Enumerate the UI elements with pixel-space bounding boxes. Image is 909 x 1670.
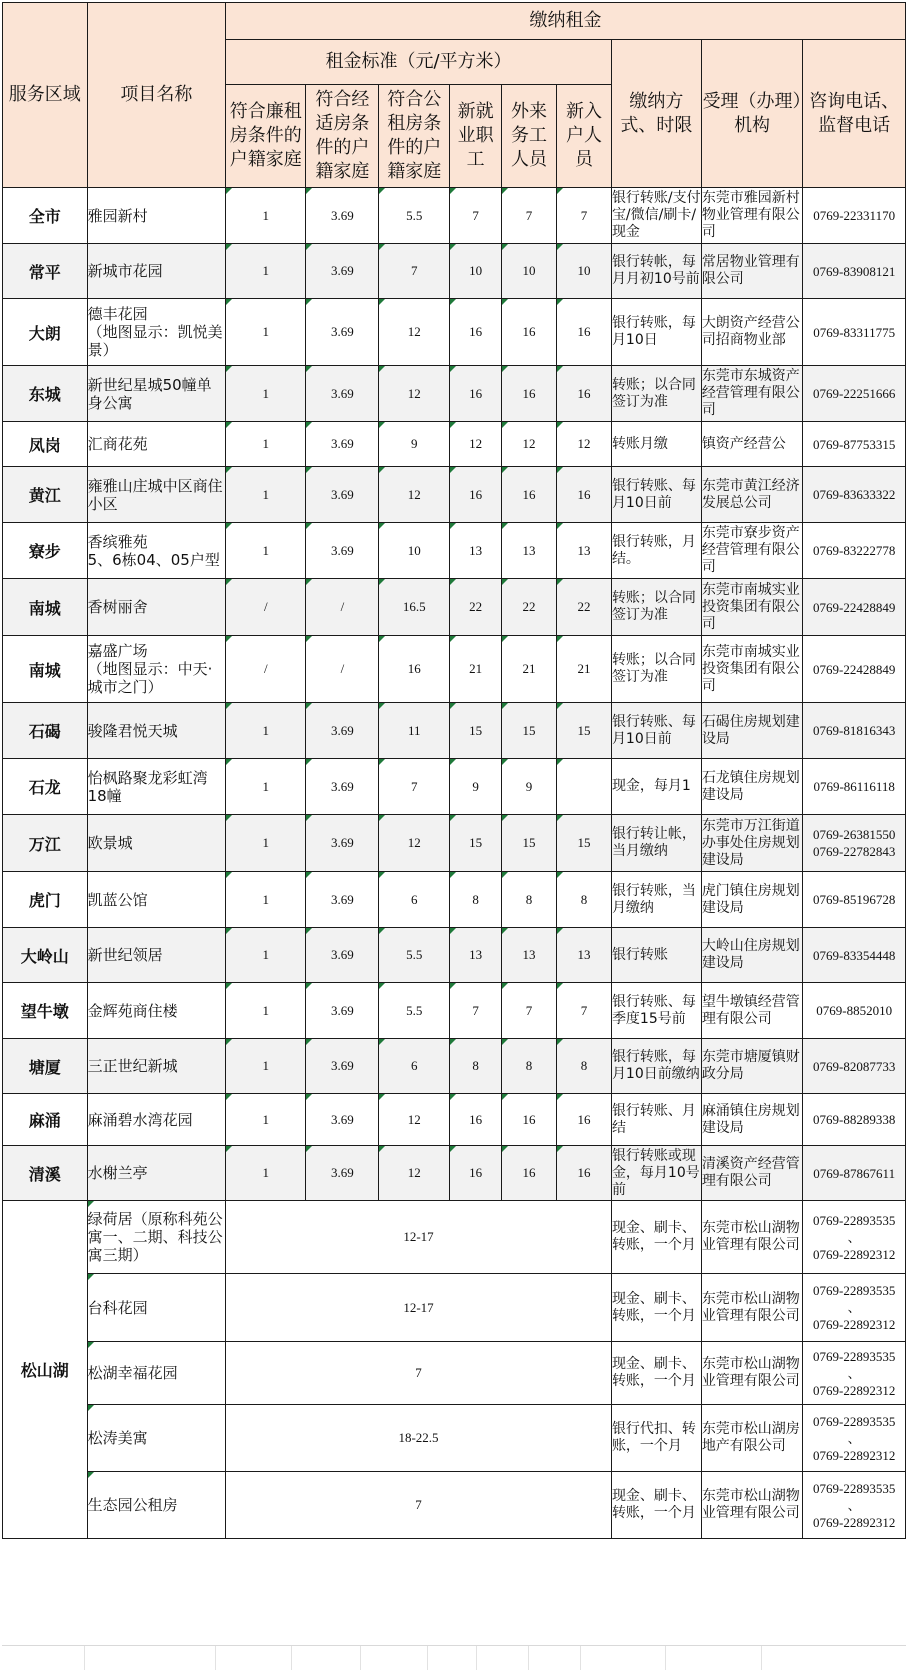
rent-migrant-cell: 8 [502,872,557,928]
rent-gongzu-cell: 5.5 [379,188,450,244]
rent-jingshi-cell: 3.69 [306,422,379,467]
rent-lianzu-cell: 1 [226,244,306,299]
phone-cell: 0769-83222778 [803,523,906,579]
rent-lianzu-cell: 1 [226,422,306,467]
project-name-cell: 新世纪领居 [87,928,226,983]
header-service-area: 服务区域 [3,3,88,188]
rent-gongzu-cell: 12 [379,1094,450,1146]
rent-new-resident-cell: 13 [556,523,611,579]
rent-lianzu-cell: 1 [226,467,306,523]
payment-method-cell: 银行转账或现金，每月10号前 [611,1146,701,1201]
project-name-cell: 嘉盛广场 （地图显示：中天·城市之门） [87,636,226,703]
agency-cell: 东莞市松山湖物业管理有限公司 [701,1472,803,1539]
rent-new-employee-cell: 15 [450,815,502,872]
table-body [3,188,906,1201]
header-jingshi: 符合经适房条件的户籍家庭 [306,85,379,188]
project-name-cell: 松涛美寓 [87,1405,226,1472]
project-name-cell: 凯蓝公馆 [87,872,226,928]
table-row [3,299,906,366]
rent-range-cell: 12-17 [226,1274,612,1342]
rent-lianzu-cell: 1 [226,1094,306,1146]
project-name-cell: 香缤雅苑 5、6栋04、05户型 [87,523,226,579]
table-row [3,366,906,422]
agency-cell: 东莞市松山湖房地产有限公司 [701,1405,803,1472]
phone-cell: 0769-22893535 、 0769-22892312 [803,1405,906,1472]
payment-method-cell: 银行代扣、转账，一个月 [611,1405,701,1472]
phone-cell: 0769-8852010 [803,983,906,1039]
service-area-cell: 万江 [3,815,88,872]
service-area-cell: 凤岗 [3,422,88,467]
rent-range-cell: 12-17 [226,1201,612,1274]
payment-method-cell: 转账；以合同签订为准 [611,579,701,636]
rent-new-resident-cell: 15 [556,815,611,872]
rent-lianzu-cell: 1 [226,366,306,422]
agency-cell: 石碣住房规划建设局 [701,703,803,759]
payment-method-cell: 银行转让帐，当月缴纳 [611,815,701,872]
project-name-cell: 香树丽舍 [87,579,226,636]
table-row [3,523,906,579]
agency-cell: 大岭山住房规划建设局 [701,928,803,983]
payment-method-cell: 银行转账 [611,928,701,983]
phone-cell: 0769-22428849 [803,579,906,636]
rent-migrant-cell: 16 [502,1146,557,1201]
project-name-cell: 欧景城 [87,815,226,872]
rent-lianzu-cell: 1 [226,523,306,579]
rent-new-resident-cell: 7 [556,188,611,244]
rent-lianzu-cell: 1 [226,703,306,759]
rent-lianzu-cell: 1 [226,1039,306,1094]
agency-cell: 东莞市松山湖物业管理有限公司 [701,1274,803,1342]
rent-new-employee-cell: 21 [450,636,502,703]
rent-jingshi-cell: 3.69 [306,1094,379,1146]
table-row [3,244,906,299]
rent-lianzu-cell: 1 [226,872,306,928]
service-area-cell: 常平 [3,244,88,299]
phone-cell: 0769-82087733 [803,1039,906,1094]
phone-cell: 0769-22428849 [803,636,906,703]
phone-cell: 0769-83354448 [803,928,906,983]
rent-gongzu-cell: 12 [379,366,450,422]
header-lianzu: 符合廉租房条件的户籍家庭 [226,85,306,188]
rent-gongzu-cell: 5.5 [379,983,450,1039]
rent-new-resident-cell: 16 [556,467,611,523]
rent-jingshi-cell: 3.69 [306,983,379,1039]
rent-new-resident-cell: 10 [556,244,611,299]
rent-lianzu-cell: 1 [226,928,306,983]
header-new-employee: 新就业职工 [450,85,502,188]
rent-gongzu-cell: 6 [379,872,450,928]
rent-new-employee-cell: 16 [450,299,502,366]
payment-method-cell: 现金、刷卡、转账，一个月 [611,1274,701,1342]
rent-new-employee-cell: 16 [450,1146,502,1201]
rent-new-resident-cell: 16 [556,299,611,366]
rent-gongzu-cell: 6 [379,1039,450,1094]
table-row [3,1201,906,1274]
rent-new-employee-cell: 13 [450,523,502,579]
project-name-cell: 松湖幸福花园 [87,1342,226,1405]
table-row [3,928,906,983]
header-migrant: 外来务工人员 [502,85,557,188]
table-row [3,1274,906,1342]
rent-lianzu-cell: / [226,636,306,703]
rent-migrant-cell: 16 [502,299,557,366]
payment-method-cell: 银行转账、每月10日前 [611,467,701,523]
rent-new-employee-cell: 7 [450,983,502,1039]
service-area-cell: 松山湖 [3,1201,88,1539]
payment-method-cell: 转账月缴 [611,422,701,467]
rent-new-resident-cell: 13 [556,928,611,983]
rent-new-resident-cell: 8 [556,872,611,928]
service-area-cell: 清溪 [3,1146,88,1201]
songshanhu-block [3,1201,906,1539]
rent-new-employee-cell: 8 [450,1039,502,1094]
project-name-cell: 汇商花苑 [87,422,226,467]
project-name-cell: 新城市花园 [87,244,226,299]
project-name-cell: 三正世纪新城 [87,1039,226,1094]
rent-jingshi-cell: 3.69 [306,872,379,928]
service-area-cell: 大岭山 [3,928,88,983]
project-name-cell: 骏隆君悦天城 [87,703,226,759]
rent-new-resident-cell: 15 [556,703,611,759]
rent-migrant-cell: 13 [502,523,557,579]
rent-migrant-cell: 16 [502,467,557,523]
rent-new-resident-cell: 7 [556,983,611,1039]
service-area-cell: 塘厦 [3,1039,88,1094]
rent-migrant-cell: 8 [502,1039,557,1094]
project-name-cell: 新世纪星城50幢单身公寓 [87,366,226,422]
phone-cell: 0769-22893535 、 0769-22892312 [803,1201,906,1274]
payment-method-cell: 银行转账/支付宝/微信/刷卡/现金 [611,188,701,244]
service-area-cell: 南城 [3,579,88,636]
service-area-cell: 东城 [3,366,88,422]
project-name-cell: 麻涌碧水湾花园 [87,1094,226,1146]
rent-jingshi-cell: 3.69 [306,244,379,299]
payment-method-cell: 银行转账，当月缴纳 [611,872,701,928]
rent-lianzu-cell: 1 [226,299,306,366]
payment-method-cell: 银行转帐，每月月初10号前 [611,244,701,299]
rent-migrant-cell: 15 [502,815,557,872]
agency-cell: 东莞市塘厦镇财政分局 [701,1039,803,1094]
payment-method-cell: 银行转账，每月10日前缴纳 [611,1039,701,1094]
rent-jingshi-cell: 3.69 [306,299,379,366]
rent-gongzu-cell: 12 [379,1146,450,1201]
phone-cell: 0769-22893535 、 0769-22892312 [803,1342,906,1405]
header-new-resident: 新入户人员 [556,85,611,188]
phone-cell: 0769-81816343 [803,703,906,759]
agency-cell: 东莞市松山湖物业管理有限公司 [701,1201,803,1274]
rent-gongzu-cell: 10 [379,523,450,579]
phone-cell: 0769-22331170 [803,188,906,244]
payment-method-cell: 转账；以合同签订为准 [611,366,701,422]
rent-new-employee-cell: 12 [450,422,502,467]
rent-gongzu-cell: 12 [379,299,450,366]
table-row [3,579,906,636]
project-name-cell: 金辉苑商住楼 [87,983,226,1039]
table-row [3,1039,906,1094]
rent-new-employee-cell: 16 [450,467,502,523]
payment-method-cell: 银行转账、每月10日前 [611,703,701,759]
rent-new-resident-cell: 16 [556,1094,611,1146]
rent-lianzu-cell: 1 [226,759,306,815]
agency-cell: 望牛墩镇经营管理有限公司 [701,983,803,1039]
rent-jingshi-cell: 3.69 [306,928,379,983]
rent-jingshi-cell: 3.69 [306,703,379,759]
header-phone: 咨询电话、监督电话 [803,40,906,188]
service-area-cell: 全市 [3,188,88,244]
rent-new-resident-cell: 21 [556,636,611,703]
table-row [3,1405,906,1472]
agency-cell: 东莞市南城实业投资集团有限公司 [701,579,803,636]
table-row [3,188,906,244]
rent-migrant-cell: 16 [502,1094,557,1146]
rent-migrant-cell: 22 [502,579,557,636]
rent-new-resident-cell: 16 [556,366,611,422]
header-agency: 受理（办理）机构 [701,40,803,188]
rent-new-employee-cell: 16 [450,366,502,422]
service-area-cell: 黄江 [3,467,88,523]
phone-cell: 0769-83633322 [803,467,906,523]
phone-cell: 0769-22251666 [803,366,906,422]
project-name-cell: 德丰花园 （地图显示：凯悦美景） [87,299,226,366]
payment-method-cell: 银行转账、每季度15号前 [611,983,701,1039]
table-header [3,3,906,188]
rent-new-employee-cell: 16 [450,1094,502,1146]
header-pay-rent: 缴纳租金 [226,3,906,40]
phone-cell: 0769-22893535 、 0769-22892312 [803,1274,906,1342]
project-name-cell: 雍雅山庄城中区商住小区 [87,467,226,523]
agency-cell: 东莞市寮步资产经营管理有限公司 [701,523,803,579]
rent-migrant-cell: 7 [502,188,557,244]
rent-jingshi-cell: / [306,636,379,703]
rent-gongzu-cell: 5.5 [379,928,450,983]
rent-lianzu-cell: 1 [226,815,306,872]
agency-cell: 东莞市万江街道办事处住房规划建设局 [701,815,803,872]
table-row [3,815,906,872]
rent-migrant-cell: 7 [502,983,557,1039]
rent-jingshi-cell: 3.69 [306,366,379,422]
project-name-cell: 绿荷居（原称科苑公寓一、二期、科技公寓三期） [87,1201,226,1274]
agency-cell: 镇资产经营公 [701,422,803,467]
table-row [3,703,906,759]
rent-new-resident-cell: 8 [556,1039,611,1094]
rent-jingshi-cell: 3.69 [306,1039,379,1094]
header-payment-method: 缴纳方式、时限 [611,40,701,188]
project-name-cell: 生态园公租房 [87,1472,226,1539]
rent-jingshi-cell: 3.69 [306,523,379,579]
agency-cell: 东莞市东城资产经营管理有限公司 [701,366,803,422]
payment-method-cell: 现金、刷卡、转账，一个月 [611,1472,701,1539]
phone-cell: 0769-88289338 [803,1094,906,1146]
service-area-cell: 虎门 [3,872,88,928]
project-name-cell: 雅园新村 [87,188,226,244]
rent-migrant-cell: 16 [502,366,557,422]
rent-jingshi-cell: 3.69 [306,467,379,523]
agency-cell: 东莞市雅园新村物业管理有限公司 [701,188,803,244]
project-name-cell: 水榭兰亭 [87,1146,226,1201]
rent-range-cell: 7 [226,1342,612,1405]
rent-migrant-cell: 15 [502,703,557,759]
table-row [3,759,906,815]
rent-gongzu-cell: 7 [379,759,450,815]
table-row [3,1094,906,1146]
payment-method-cell: 银行转账，每月10日 [611,299,701,366]
rent-gongzu-cell: 7 [379,244,450,299]
rent-new-employee-cell: 9 [450,759,502,815]
rent-migrant-cell: 9 [502,759,557,815]
rent-new-employee-cell: 7 [450,188,502,244]
rent-table [2,2,906,1539]
phone-cell: 0769-87753315 [803,422,906,467]
sheet-grid-tail [2,1645,906,1670]
rent-range-cell: 7 [226,1472,612,1539]
payment-method-cell: 现金、刷卡、转账，一个月 [611,1342,701,1405]
header-gongzu: 符合公租房条件的户籍家庭 [379,85,450,188]
phone-cell: 0769-26381550 0769-22782843 [803,815,906,872]
table-row [3,1146,906,1201]
phone-cell: 0769-83311775 [803,299,906,366]
rent-gongzu-cell: 12 [379,815,450,872]
agency-cell: 东莞市松山湖物业管理有限公司 [701,1342,803,1405]
service-area-cell: 大朗 [3,299,88,366]
rent-migrant-cell: 10 [502,244,557,299]
agency-cell: 大朗资产经营公司招商物业部 [701,299,803,366]
payment-method-cell: 银行转账，月结。 [611,523,701,579]
rent-new-employee-cell: 8 [450,872,502,928]
project-name-cell: 台科花园 [87,1274,226,1342]
payment-method-cell: 现金、刷卡、转账，一个月 [611,1201,701,1274]
rent-range-cell: 18-22.5 [226,1405,612,1472]
rent-migrant-cell: 13 [502,928,557,983]
project-name-cell: 怡枫路聚龙彩虹湾18幢 [87,759,226,815]
service-area-cell: 石碣 [3,703,88,759]
rent-lianzu-cell: 1 [226,188,306,244]
table-row [3,1342,906,1405]
rent-lianzu-cell: 1 [226,983,306,1039]
table-row [3,872,906,928]
header-project-name: 项目名称 [87,3,226,188]
agency-cell: 东莞市南城实业投资集团有限公司 [701,636,803,703]
table-row [3,983,906,1039]
service-area-cell: 寮步 [3,523,88,579]
phone-cell: 0769-85196728 [803,872,906,928]
rent-migrant-cell: 21 [502,636,557,703]
table-row [3,467,906,523]
rent-new-resident-cell: 16 [556,1146,611,1201]
service-area-cell: 望牛墩 [3,983,88,1039]
rent-gongzu-cell: 16.5 [379,579,450,636]
rent-jingshi-cell: 3.69 [306,1146,379,1201]
service-area-cell: 麻涌 [3,1094,88,1146]
phone-cell: 0769-22893535 、 0769-22892312 [803,1472,906,1539]
rent-migrant-cell: 12 [502,422,557,467]
rent-new-employee-cell: 10 [450,244,502,299]
rent-gongzu-cell: 16 [379,636,450,703]
rent-jingshi-cell: / [306,579,379,636]
payment-method-cell: 转账；以合同签订为准 [611,636,701,703]
rent-gongzu-cell: 12 [379,467,450,523]
rent-new-employee-cell: 15 [450,703,502,759]
rent-jingshi-cell: 3.69 [306,815,379,872]
rent-gongzu-cell: 11 [379,703,450,759]
agency-cell: 常居物业管理有限公司 [701,244,803,299]
phone-cell: 0769-86116118 [803,759,906,815]
service-area-cell: 南城 [3,636,88,703]
rent-gongzu-cell: 9 [379,422,450,467]
rent-new-resident-cell: 22 [556,579,611,636]
rent-new-employee-cell: 13 [450,928,502,983]
agency-cell: 石龙镇住房规划建设局 [701,759,803,815]
rent-new-resident-cell: 12 [556,422,611,467]
header-rent-standard: 租金标准（元/平方米） [226,40,612,85]
agency-cell: 虎门镇住房规划建设局 [701,872,803,928]
rent-lianzu-cell: 1 [226,1146,306,1201]
rent-new-employee-cell: 22 [450,579,502,636]
table-row [3,422,906,467]
agency-cell: 清溪资产经营管理有限公司 [701,1146,803,1201]
table-row [3,1472,906,1539]
payment-method-cell: 现金，每月1 [611,759,701,815]
payment-method-cell: 银行转账、月结 [611,1094,701,1146]
phone-cell: 0769-87867611 [803,1146,906,1201]
service-area-cell: 石龙 [3,759,88,815]
rent-jingshi-cell: 3.69 [306,759,379,815]
table-row [3,636,906,703]
agency-cell: 麻涌镇住房规划建设局 [701,1094,803,1146]
phone-cell: 0769-83908121 [803,244,906,299]
rent-lianzu-cell: / [226,579,306,636]
agency-cell: 东莞市黄江经济发展总公司 [701,467,803,523]
rent-new-resident-cell [556,759,611,815]
rent-jingshi-cell: 3.69 [306,188,379,244]
